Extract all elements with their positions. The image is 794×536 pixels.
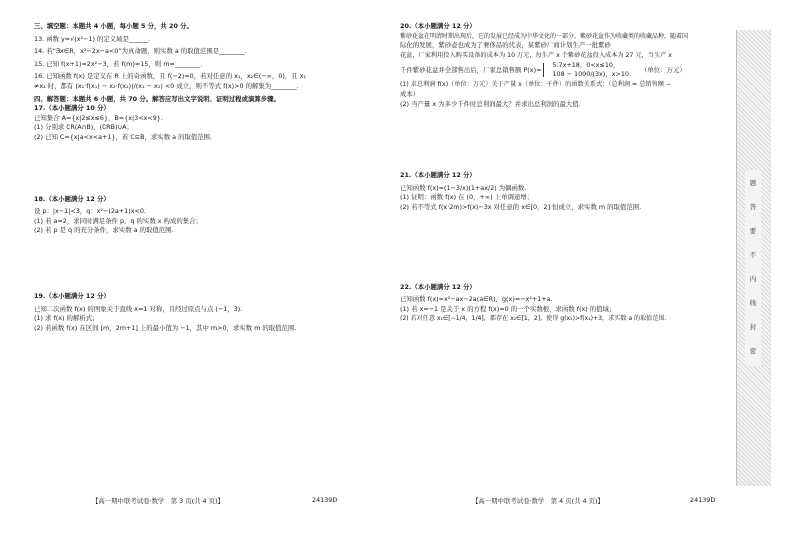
q20-unit-note: （单位：万元） — [641, 65, 686, 74]
q19-part1: (1) 求 f(x) 的解析式； — [34, 314, 99, 323]
piecewise-cases — [552, 61, 631, 79]
q18-stem: 设 p：|x−1|<3，q：x²−(2a+1)x<0. — [34, 207, 146, 216]
section3-heading: 三、填空题：本题共 4 小题，每小题 5 分，共 20 分。 — [34, 22, 193, 30]
seal-char: 答 — [749, 203, 757, 211]
footer-right-label: 【高一期中联考试卷·数学 第 4 页(共 4 页)】 — [472, 497, 604, 505]
q17-title: 17.（本小题满分 10 分） — [34, 104, 110, 113]
footer-left-code: 24139D — [312, 496, 338, 504]
q19-part2: (2) 若函数 f(x) 在区间 [m，2m+1] 上的最小值为 −1，其中 m>0，求实数 m 的取值范围. — [34, 323, 297, 332]
q18-title: 18.（本小题满分 12 分） — [34, 194, 110, 203]
q18-part2: (2) 若 p 是 q 的充分条件，求实数 a 的取值范围. — [34, 226, 174, 235]
q22-part1: (1) 若 x=−1 是关于 x 的方程 f(x)=0 的一个实数根，求函数 f(x) 的值域； — [400, 304, 616, 313]
q20-line4-label: 千件紫砂花盆并全部售出后，厂家总销售额 P(x)= — [400, 65, 542, 74]
piecewise-top: 5.7x+18，0<x≤10， — [552, 61, 620, 70]
seal-char: 封 — [749, 323, 757, 331]
question-16-line1: 16. 已知函数 f(x) 是定义在 R 上的奇函数，且 f(−2)=0，若对任意的 x₁，x₂∈(−∞，0)，且 x₁ — [34, 72, 307, 81]
right-column — [400, 22, 730, 324]
q17-part1: (1) 分别求 ∁R(A∩B)，(∁RB)∪A； — [34, 123, 133, 132]
seal-char: 线 — [749, 299, 757, 307]
answer-space-20 — [400, 109, 730, 171]
q19-title: 19.（本小题满分 12 分） — [34, 291, 110, 300]
answer-space-17 — [34, 143, 370, 195]
piecewise-brace — [543, 63, 550, 77]
q21-title: 21.（本小题满分 12 分） — [400, 171, 476, 180]
footer-left-label: 【高一期中联考试卷·数学 第 3 页(共 4 页)】 — [92, 497, 224, 505]
question-13: 13. 函数 y=√(x²−1) 的定义域是______. — [34, 34, 151, 43]
q22-title: 22.（本小题满分 12 分） — [400, 282, 476, 291]
q22-stem: 已知函数 f(x)=x²−ax−2a(a∈R)，g(x)=−x²+1+a. — [400, 295, 553, 304]
piecewise-bottom: 108 − 1000/(3x)，x>10. — [552, 70, 631, 79]
seal-char: 题 — [749, 179, 757, 187]
q21-stem: 已知函数 f(x)=(1−3/x)(1+ax/2) 为偶函数. — [400, 183, 527, 192]
q20-line2: 际化的发展，紫砂壶也成为了奢侈品的代表，某紫砂厂商计划生产一批紫砂 — [400, 41, 611, 50]
q17-stem: 已知集合 A={x|2≤x≤6}，B={x|3<x<9}. — [34, 113, 163, 122]
question-15: 15. 已知 f(x+1)=2x²−3，若 f(m)=15，则 m=________. — [34, 59, 203, 68]
q18-part1: (1) 若 a=2，求同时满足条件 p，q 的实数 x 构成的集合； — [34, 216, 202, 225]
seal-char: 不 — [749, 251, 757, 259]
question-16-line2: ≠x₂ 时，都有 (x₁·f(x₁) − x₂·f(x₂))/(x₁ − x₂) <0 成立，则不等式 f(x)>0 的解集为________. — [34, 81, 299, 90]
q20-part1-line2: 成本） — [400, 89, 420, 98]
q20-line1: 紫砂花盆在明清时期出现后，它的发展已经成为中华文化的一部分，紫砂花盆作为收藏类的收藏品种，随着国 — [400, 32, 689, 40]
q20-line3: 花盆，厂家利用投入购买设备的成本为 10 万元，每生产 x 个紫砂花盆投入成本为 27 元，当生产 x — [400, 51, 672, 59]
q19-stem: 已知二次函数 f(x) 的图象关于直线 x=1 对称，且经过原点与点 (−1，3). — [34, 304, 243, 313]
section4-heading: 四、解答题：本题共 6 小题，共 70 分。解答应写出文字说明、证明过程或演算步骤。 — [34, 94, 280, 103]
q20-part1-line1: (1) 求总利润 f(x)（单位：万元）关于产量 x（单位：千件）的函数关系式；（总利润 = 总销售额 − — [400, 81, 672, 89]
binding-strip — [736, 30, 771, 486]
answer-space-18 — [34, 236, 370, 292]
q20-title: 20.（本小题满分 12 分） — [400, 22, 476, 30]
answer-space-21 — [400, 213, 730, 283]
question-14: 14. 若“∃x∈R，x²−2x−a<0”为真命题，则实数 a 的取值范围是________. — [34, 47, 247, 56]
q21-part2: (2) 若不等式 f(x·2m)>f(x)−3x 对任意的 x∈[0，2] 恒成立，求实数 m 的取值范围. — [400, 202, 642, 211]
q22-part2: (2) 若对任意 x₁∈[−1/4，1/4]，都存在 x₂∈[1，2]，使得 g(x₂)>f(x₁)+3，求实数 a 的取值范围. — [400, 315, 667, 323]
q17-part2: (2) 已知 C={x|a<x<a+1}，若 C⊆B，求实数 a 的取值范围. — [34, 132, 213, 141]
q21-part1: (1) 证明：函数 f(x) 在 (0，+∞) 上单调递增； — [400, 193, 534, 202]
seal-char: 密 — [749, 347, 757, 355]
seal-char: 内 — [749, 275, 757, 283]
left-column — [34, 22, 370, 333]
seal-box — [745, 170, 761, 366]
footer-right-code: 24139D — [690, 496, 716, 504]
q20-part2: (2) 当产量 x 为多少千件时总利润最大？并求出总利润的最大值. — [400, 99, 581, 108]
seal-char: 要 — [749, 227, 757, 235]
q20-piecewise — [400, 60, 730, 80]
